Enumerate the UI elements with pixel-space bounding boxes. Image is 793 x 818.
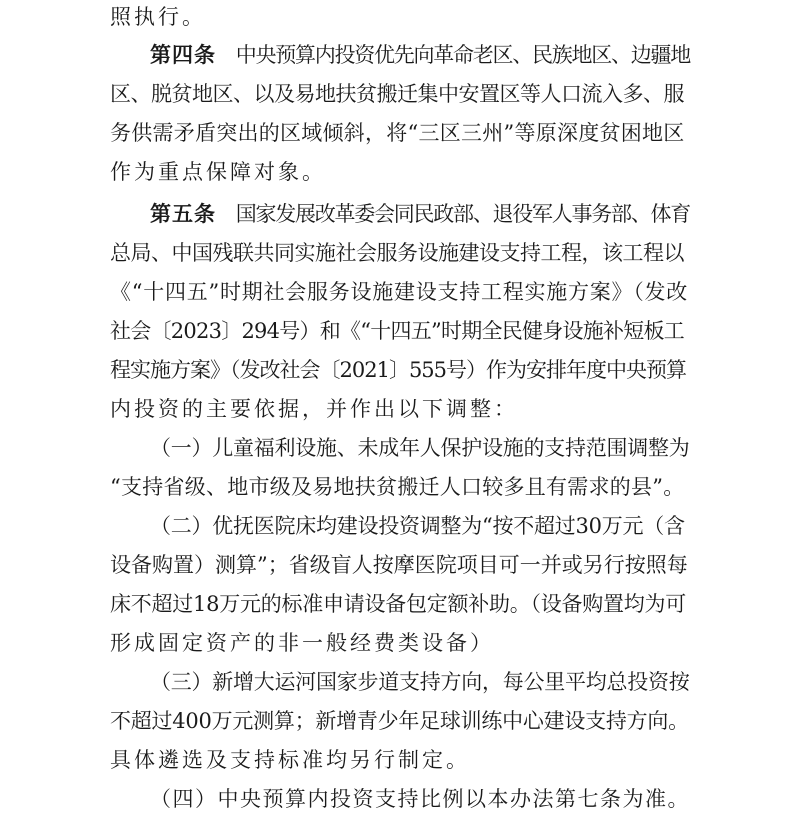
- text-line: 不超过400万元测算；新增青少年足球训练中心建设支持方向。: [110, 709, 689, 733]
- article-5-label: 第五条: [150, 202, 216, 226]
- text-line: “支持省级、地市级及易地扶贫搬迁人口较多且有需求的县”。: [110, 475, 685, 499]
- text-line: 程实施方案》（发改社会〔2021〕555号）作为安排年度中央预算: [110, 358, 687, 382]
- text-line: （四）中央预算内投资支持比例以本办法第七条为准。: [150, 787, 690, 811]
- text-line: 国家发展改革委会同民政部、退役军人事务部、体育: [235, 202, 690, 226]
- text-line: 社会〔2023〕294号）和《“十四五”时期全民健身设施补短板工: [110, 319, 684, 343]
- text-line: 具体遴选及支持标准均另行制定。: [110, 748, 470, 772]
- text-line: 中央预算内投资优先向革命老区、民族地区、边疆地: [235, 43, 690, 67]
- text-line: 形成固定资产的非一般经费类设备）: [110, 631, 494, 655]
- text-line: 内投资的主要依据，并作出以下调整：: [110, 397, 518, 421]
- article-4-first-line: [150, 36, 690, 74]
- text-line: 床不超过18万元的标准申请设备包定额补助。（设备购置均为可: [110, 592, 686, 616]
- article-4-label: 第四条: [150, 43, 216, 67]
- text-line: 照执行。: [110, 5, 206, 29]
- article-5-first-line: [150, 195, 690, 233]
- text-line: （二）优抚医院床均建设投资调整为“按不超过30万元（含: [150, 514, 685, 538]
- text-line: 《“十四五”时期社会服务设施建设支持工程实施方案》（发改: [110, 280, 688, 304]
- text-line: 设备购置）测算”；省级盲人按摩医院项目可一并或另行按照每: [110, 553, 688, 577]
- text-line: 务供需矛盾突出的区域倾斜，将“三区三州”等原深度贫困地区: [110, 121, 685, 145]
- text-line: （三）新增大运河国家步道支持方向，每公里平均总投资按: [150, 670, 690, 694]
- text-line: 区、脱贫地区、以及易地扶贫搬迁集中安置区等人口流入多、服: [110, 82, 684, 106]
- text-line: 总局、中国残联共同实施社会服务设施建设支持工程，该工程以: [110, 241, 684, 265]
- text-line: （一）儿童福利设施、未成年人保护设施的支持范围调整为: [150, 436, 690, 460]
- text-line: 作为重点保障对象。: [110, 160, 326, 184]
